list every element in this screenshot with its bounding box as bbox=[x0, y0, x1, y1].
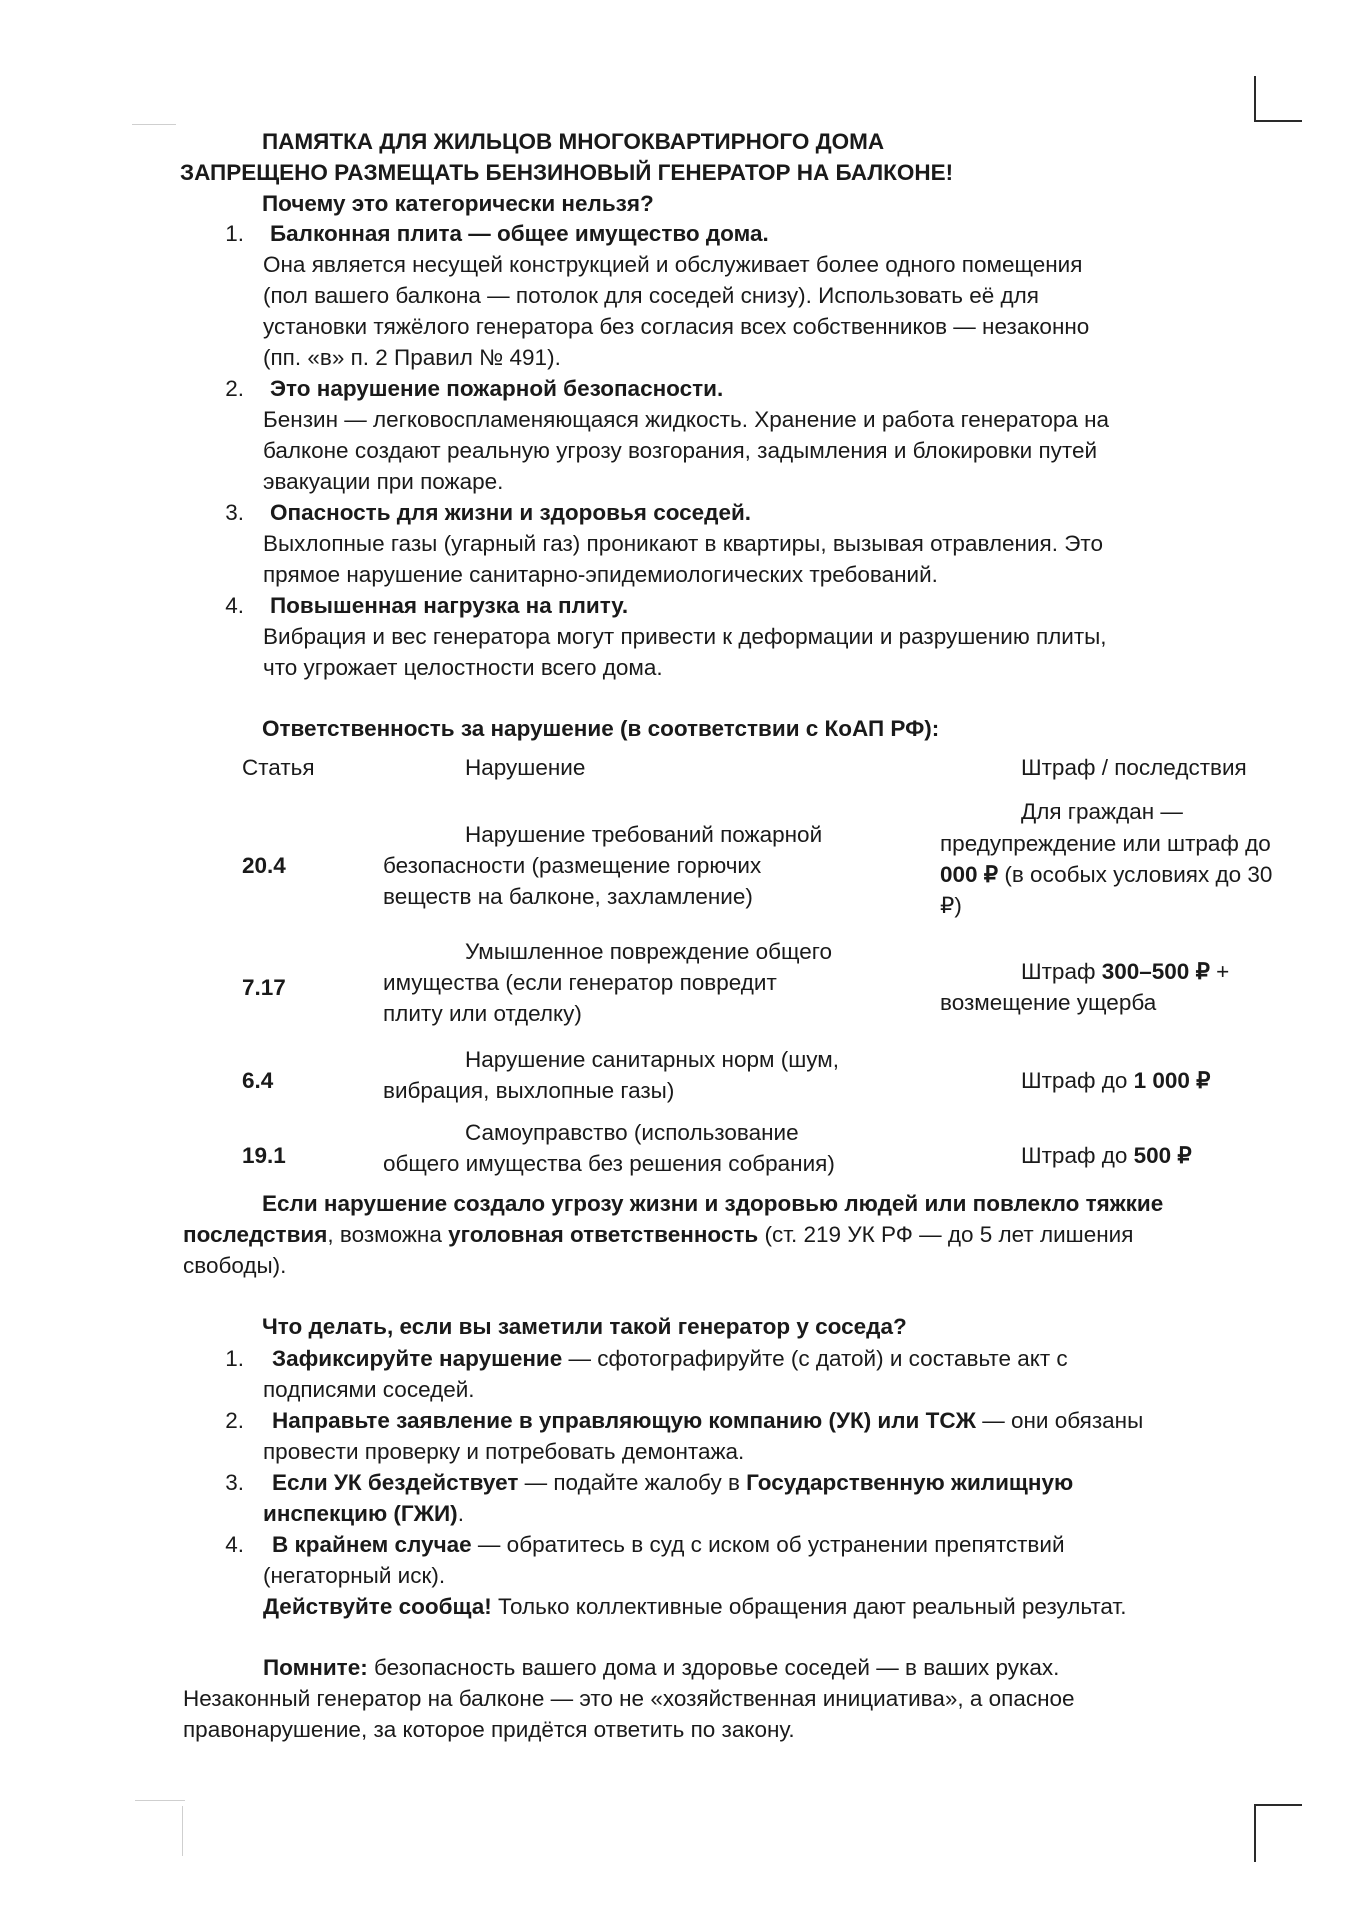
table-row-violation: Самоуправство (использование bbox=[465, 1120, 799, 1145]
reason-1-text: Она является несущей конструкцией и обслуживает более одного помещения bbox=[263, 252, 1083, 277]
action-4-number: 4. bbox=[225, 1532, 244, 1557]
title-line-2: ЗАПРЕЩЕНО РАЗМЕЩАТЬ БЕНЗИНОВЫЙ ГЕНЕРАТОР НА БАЛКОНЕ! bbox=[180, 160, 954, 185]
table-row-violation: безопасности (размещение горючих bbox=[383, 853, 762, 878]
action-3-number: 3. bbox=[225, 1470, 244, 1495]
scan-artifact-top-left bbox=[132, 124, 176, 125]
reason-2-number: 2. bbox=[225, 376, 244, 401]
action-1-text: Зафиксируйте нарушение — сфотографируйте (с датой) и составьте акт с bbox=[272, 1346, 1068, 1371]
criminal-line-3: свободы). bbox=[183, 1253, 287, 1278]
column-header-article: Статья bbox=[242, 755, 315, 780]
reason-3-heading: Опасность для жизни и здоровья соседей. bbox=[270, 500, 752, 525]
table-row-article: 7.17 bbox=[242, 975, 286, 1000]
table-row-violation: веществ на балконе, захламление) bbox=[383, 884, 753, 909]
reason-1-heading: Балконная плита — общее имущество дома. bbox=[270, 221, 769, 246]
crop-mark-top-right-vertical bbox=[1254, 76, 1256, 122]
table-row-violation: Умышленное повреждение общего bbox=[465, 939, 833, 964]
crop-mark-bottom-right-vertical bbox=[1254, 1804, 1256, 1862]
remember-line-2: Незаконный генератор на балконе — это не «хозяйственная инициатива», а опасное bbox=[183, 1686, 1075, 1711]
table-row-fine: ₽) bbox=[940, 893, 962, 918]
remember-line-3: правонарушение, за которое придётся ответить по закону. bbox=[183, 1717, 795, 1742]
reason-1-text: (пп. «в» п. 2 Правил № 491). bbox=[263, 345, 561, 370]
column-header-violation: Нарушение bbox=[465, 755, 586, 780]
table-row-fine: Штраф до 1 000 ₽ bbox=[1021, 1068, 1211, 1093]
reason-2-text: балконе создают реальную угрозу возгорания, задымления и блокировки путей bbox=[263, 438, 1098, 463]
reason-1-text: установки тяжёлого генератора без согласия всех собственников — незаконно bbox=[263, 314, 1090, 339]
table-row-violation: вибрация, выхлопные газы) bbox=[383, 1078, 675, 1103]
crop-mark-bottom-right-horizontal bbox=[1254, 1804, 1302, 1806]
action-1-number: 1. bbox=[225, 1346, 244, 1371]
action-4-text: В крайнем случае — обратитесь в суд с иском об устранении препятствий bbox=[272, 1532, 1065, 1557]
table-row-fine: возмещение ущерба bbox=[940, 990, 1157, 1015]
action-3-text: инспекцию (ГЖИ). bbox=[263, 1501, 464, 1526]
scan-artifact-bottom-left bbox=[135, 1800, 185, 1801]
action-2-text: провести проверку и потребовать демонтажа. bbox=[263, 1439, 745, 1464]
table-row-fine: 000 ₽ (в особых условиях до 30 bbox=[940, 862, 1273, 887]
title-line-1: ПАМЯТКА ДЛЯ ЖИЛЬЦОВ МНОГОКВАРТИРНОГО ДОМА bbox=[262, 129, 885, 154]
reason-2-heading: Это нарушение пожарной безопасности. bbox=[270, 376, 724, 401]
reason-1-number: 1. bbox=[225, 221, 244, 246]
title-question: Почему это категорически нельзя? bbox=[262, 191, 654, 216]
actions-heading: Что делать, если вы заметили такой генератор у соседа? bbox=[262, 1314, 907, 1339]
scan-artifact-bottom-left-vertical bbox=[182, 1806, 183, 1856]
reason-4-number: 4. bbox=[225, 593, 244, 618]
column-header-fine: Штраф / последствия bbox=[1021, 755, 1247, 780]
reason-4-text: что угрожает целостности всего дома. bbox=[263, 655, 663, 680]
table-row-fine: Штраф 300–500 ₽ + bbox=[1021, 959, 1230, 984]
act-together-line: Действуйте сообща! Только коллективные обращения дают реальный результат. bbox=[263, 1594, 1127, 1619]
table-row-violation: Нарушение санитарных норм (шум, bbox=[465, 1047, 839, 1072]
table-row-violation: Нарушение требований пожарной bbox=[465, 822, 823, 847]
reason-4-text: Вибрация и вес генератора могут привести к деформации и разрушению плиты, bbox=[263, 624, 1107, 649]
reason-2-text: Бензин — легковоспламеняющаяся жидкость. Хранение и работа генератора на bbox=[263, 407, 1110, 432]
reason-3-number: 3. bbox=[225, 500, 244, 525]
table-row-fine: Для граждан — bbox=[1021, 799, 1183, 824]
liability-heading: Ответственность за нарушение (в соответствии с КоАП РФ): bbox=[262, 716, 940, 741]
action-4-text: (негаторный иск). bbox=[263, 1563, 446, 1588]
action-3-text: Если УК бездействует — подайте жалобу в Государственную жилищную bbox=[272, 1470, 1074, 1495]
remember-line-1: Помните: безопасность вашего дома и здоровье соседей — в ваших руках. bbox=[263, 1655, 1060, 1680]
action-2-text: Направьте заявление в управляющую компанию (УК) или ТСЖ — они обязаны bbox=[272, 1408, 1144, 1433]
reason-1-text: (пол вашего балкона — потолок для соседей снизу). Использовать её для bbox=[263, 283, 1039, 308]
table-row-fine: Штраф до 500 ₽ bbox=[1021, 1143, 1192, 1168]
action-1-text: подписями соседей. bbox=[263, 1377, 475, 1402]
table-row-violation: имущества (если генератор повредит bbox=[383, 970, 777, 995]
criminal-line-1: Если нарушение создало угрозу жизни и здоровью людей или повлекло тяжкие bbox=[262, 1191, 1164, 1216]
table-row-article: 20.4 bbox=[242, 853, 286, 878]
criminal-line-2: последствия, возможна уголовная ответственность (ст. 219 УК РФ — до 5 лет лишения bbox=[183, 1222, 1134, 1247]
reason-3-text: прямое нарушение санитарно-эпидемиологических требований. bbox=[263, 562, 938, 587]
reason-2-text: эвакуации при пожаре. bbox=[263, 469, 504, 494]
crop-mark-top-right-horizontal bbox=[1254, 120, 1302, 122]
table-row-violation: плиту или отделку) bbox=[383, 1001, 582, 1026]
reason-3-text: Выхлопные газы (угарный газ) проникают в квартиры, вызывая отравления. Это bbox=[263, 531, 1103, 556]
action-2-number: 2. bbox=[225, 1408, 244, 1433]
reason-4-heading: Повышенная нагрузка на плиту. bbox=[270, 593, 629, 618]
table-row-article: 19.1 bbox=[242, 1143, 286, 1168]
table-row-article: 6.4 bbox=[242, 1068, 274, 1093]
table-row-fine: предупреждение или штраф до bbox=[940, 831, 1271, 856]
table-row-violation: общего имущества без решения собрания) bbox=[383, 1151, 835, 1176]
